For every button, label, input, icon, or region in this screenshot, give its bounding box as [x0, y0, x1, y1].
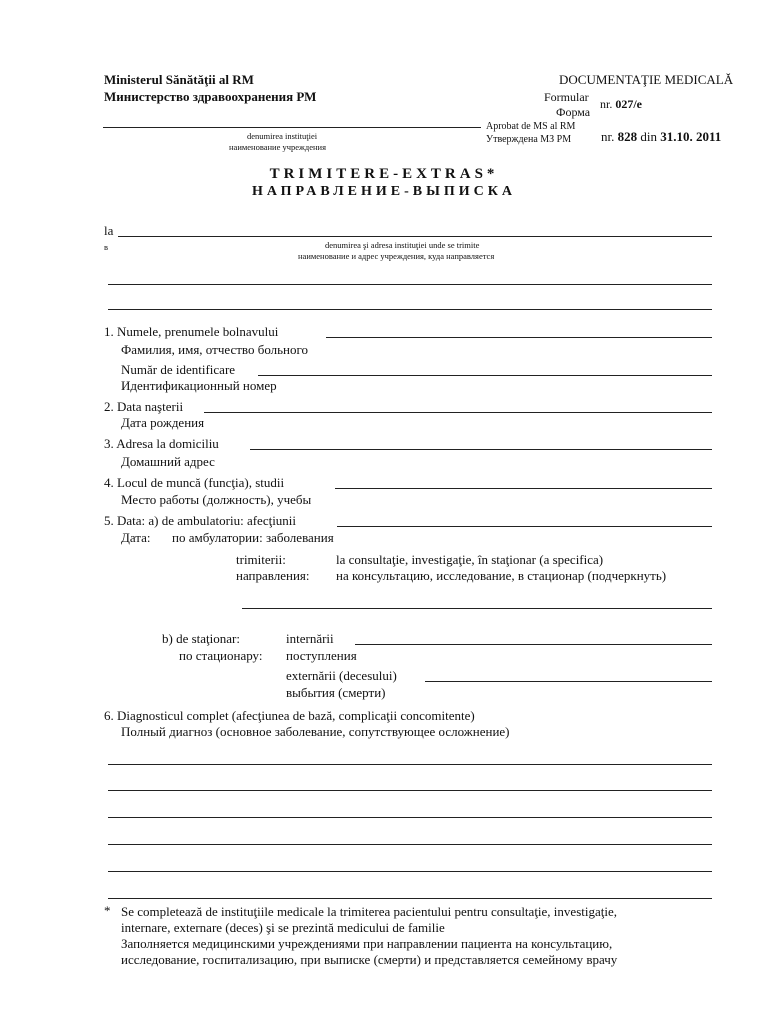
- recipient-extra-line[interactable]: [108, 284, 712, 285]
- formular-label-ro: Formular: [544, 90, 589, 104]
- address-label-ru: Домашний адрес: [121, 454, 215, 469]
- patient-name-label-ro: 1. Numele, prenumele bolnavului: [104, 324, 279, 339]
- footnote-mark: *: [104, 903, 111, 918]
- title-ru: НАПРАВЛЕНИЕ-ВЫПИСКА: [251, 184, 516, 199]
- title-ro: TRIMITERE-EXTRAS*: [269, 166, 499, 182]
- doc-type: DOCUMENTAŢIE MEDICALĂ: [559, 72, 734, 87]
- diagnosis-field-line[interactable]: [108, 790, 712, 791]
- recipient-caption-ru: наименование и адрес учреждения, куда направляется: [298, 251, 495, 261]
- footnote-ro-line-1: Se completează de instituţiile medicale la trimiterea pacientului pentru consultaţie, investigaţie,: [121, 904, 617, 919]
- approved-ru: Утверждена МЗ РМ: [486, 134, 572, 145]
- referral-options-ru: на консультацию, исследование, в стационар (подчеркнуть): [336, 568, 667, 583]
- diagnosis-label-ro: 6. Diagnosticul complet (afecţiunea de bază, complicaţii concomitente): [104, 708, 475, 723]
- referral-date-field[interactable]: [242, 608, 712, 609]
- workplace-label-ru: Место работы (должность), учебы: [121, 492, 312, 507]
- patient-name-label-ru: Фамилия, имя, отчество больного: [121, 342, 309, 357]
- referral-options-ro: la consultaţie, investigaţie, în staţionar (a specifica): [336, 552, 604, 567]
- diagnosis-field-line[interactable]: [108, 871, 712, 872]
- birth-date-field[interactable]: [204, 412, 712, 413]
- patient-name-field[interactable]: [326, 337, 712, 338]
- recipient-caption-ro: denumirea şi adresa instituţiei unde se trimite: [325, 240, 480, 250]
- address-field[interactable]: [250, 449, 712, 450]
- footnote-ru-line-2: исследование, госпитализацию, при выписке (смерти) и представляется семейному врачу: [121, 952, 618, 967]
- recipient-label-ro: la: [104, 223, 114, 238]
- id-number-label-ro: Număr de identificare: [121, 362, 236, 377]
- discharge-date-field[interactable]: [425, 681, 712, 682]
- internment-date-field[interactable]: [355, 644, 712, 645]
- workplace-field[interactable]: [335, 488, 712, 489]
- date-label-ro: 5. Data: a) de ambulatoriu: afecţiunii: [104, 513, 297, 528]
- id-number-field[interactable]: [258, 375, 712, 376]
- stationar-label-ro: b) de staţionar:: [162, 631, 240, 646]
- discharge-label-ro: externării (decesului): [286, 668, 397, 683]
- institution-name-line[interactable]: [103, 127, 481, 128]
- birth-date-label-ru: Дата рождения: [121, 415, 205, 430]
- recipient-label-ru: в: [104, 242, 109, 252]
- referral-label-ru: направления:: [236, 568, 310, 583]
- internment-label-ro: internării: [286, 631, 334, 646]
- ambulatory-date-field[interactable]: [337, 526, 712, 527]
- footnote-ru-line-1: Заполняется медицинскими учреждениями при направлении пациента на консультацию,: [121, 936, 613, 951]
- address-label-ro: 3. Adresa la domiciliu: [104, 436, 219, 451]
- ambulatory-label-ru: по амбулатории: заболевания: [172, 530, 334, 545]
- ministry-name-ro: Ministerul Sănătăţii al RM: [104, 72, 254, 87]
- referral-label-ro: trimiterii:: [236, 552, 286, 567]
- diagnosis-field-line[interactable]: [108, 844, 712, 845]
- diagnosis-field-line[interactable]: [108, 764, 712, 765]
- institution-caption-ro: denumirea instituţiei: [247, 131, 318, 141]
- footnote-ro-line-2: internare, externare (deces) şi se prezintă medicului de familie: [121, 920, 445, 935]
- diagnosis-field-line[interactable]: [108, 898, 712, 899]
- date-label-ru: Дата:: [121, 530, 151, 545]
- internment-label-ru: поступления: [286, 648, 357, 663]
- approved-ro: Aprobat de MS al RM: [486, 121, 576, 132]
- stationar-label-ru: по стационару:: [179, 648, 263, 663]
- formular-number: nr. 027/e: [600, 97, 643, 111]
- diagnosis-field-line[interactable]: [108, 817, 712, 818]
- institution-caption-ru: наименование учреждения: [229, 142, 327, 152]
- ministry-name-ru: Министерство здравоохранения РМ: [104, 89, 317, 104]
- recipient-line[interactable]: [118, 236, 712, 237]
- recipient-extra-line[interactable]: [108, 309, 712, 310]
- formular-label-ru: Форма: [556, 105, 591, 119]
- order-number: nr. 828 din 31.10. 2011: [601, 129, 722, 144]
- diagnosis-label-ru: Полный диагноз (основное заболевание, сопутствующее осложнение): [121, 724, 510, 739]
- birth-date-label-ro: 2. Data naşterii: [104, 399, 184, 414]
- workplace-label-ro: 4. Locul de muncă (funcţia), studii: [104, 475, 285, 490]
- discharge-label-ru: выбытия (смерти): [286, 685, 386, 700]
- id-number-label-ru: Идентификационный номер: [121, 378, 277, 393]
